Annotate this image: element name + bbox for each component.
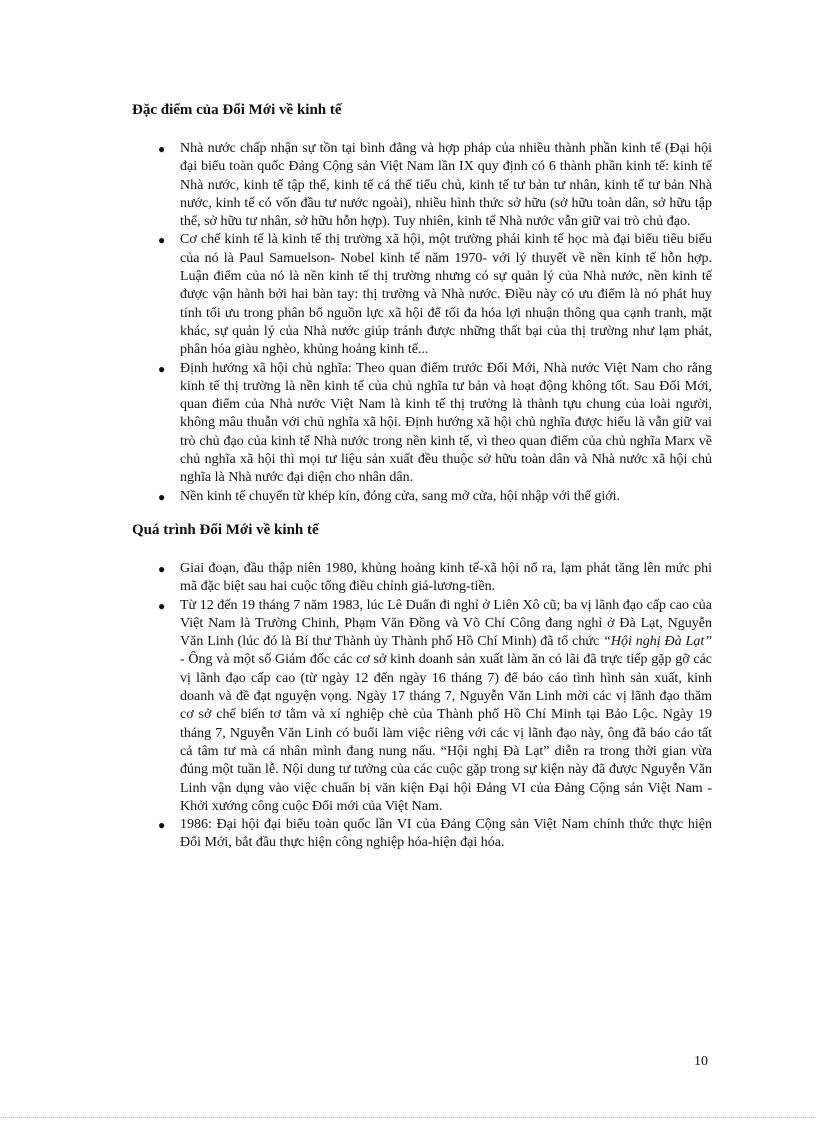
bullet-icon: ● <box>158 233 166 248</box>
list-item: ● Cơ chế kinh tế là kinh tế thị trường xã hội, một trường phái kinh tế học mà đại biểu tiêu biểu của nó là Paul Samuelson- Nobel kinh tế năm 1970- với lý thuyết về nền kinh tế hỗn hợp. Luận điểm của nó là nền kinh tế thị trường nhưng có sự quản lý của Nhà nước, nền kinh tế được vận hành bởi hai bàn tay: thị trường và Nhà nước. Điều này có ưu điểm là nó phát huy tính tối ưu trong phân bổ nguồn lực xã hội để tối đa hóa lợi nhuận thông qua cạnh tranh, mặt khác, sự quản lý của Nhà nước giúp tránh được những thất bại của thị trường như lạm phát, phân hóa giàu nghèo, khủng hoảng kinh tế... <box>158 232 712 358</box>
bullet-icon: ● <box>158 142 166 156</box>
process-list <box>132 560 712 853</box>
bullet-icon: ● <box>158 489 166 504</box>
section-heading-characteristics: Đặc điểm của Đổi Mới về kinh tế <box>132 102 342 118</box>
bullet-icon: ● <box>158 561 166 576</box>
list-item: ● Giai đoạn, đầu thập niên 1980, khủng hoảng kinh tế-xã hội nổ ra, lạm phát tăng lên mức phi mã đặc biệt sau hai cuộc tổng điều chỉnh giá-lương-tiền. <box>158 560 712 595</box>
section-heading-process: Quá trình Đổi Mới về kinh tế <box>132 521 319 538</box>
emphasis-dalat-conference: “Hội nghị Đà Lạt” <box>603 634 712 650</box>
list-item: ● Nhà nước chấp nhận sự tồn tại bình đẳng và hợp pháp của nhiều thành phần kinh tế (Đại hội đại biểu toàn quốc Đảng Cộng sản Việt Nam lần IX quy định có 6 thành phần kinh tế: kinh tế Nhà nước, kinh tế tập thể, kinh tế cá thể tiểu chủ, kinh tế tư bản tư nhân, kinh tế tư bản Nhà nước, kinh tế có vốn đầu tư nước ngoài), nhiều hình thức sở hữu (sở hữu toàn dân, sở hữu tập thể, sở hữu tư nhân, sở hữu hỗn hợp). Tuy nhiên, kinh tế Nhà nước vẫn giữ vai trò chủ đạo. <box>158 141 712 230</box>
bullet-icon: ● <box>158 361 166 376</box>
list-item: ● Từ 12 đến 19 tháng 7 năm 1983, lúc Lê Duẩn đi nghỉ ở Liên Xô cũ; ba vị lãnh đạo cấp cao của Việt Nam là Trường Chinh, Phạm Văn Đồng và Võ Chí Công đang nghỉ ở Đà Lạt, Nguyễn Văn Linh (lúc đó là Bí thư Thành ủy Thành phố Hồ Chí Minh) đã tổ chức “Hội nghị Đà Lạt” - Ông và một số Giám đốc các cơ sở kinh doanh sản xuất làm ăn có lãi đã trực tiếp gặp gỡ các vị lãnh đạo cấp cao (từ ngày 12 đến ngày 16 tháng 7) để báo cáo tình hình sản xuất, kinh doanh và đề đạt nguyện vọng. Ngày 17 tháng 7, Nguyễn Văn Linh mời các vị lãnh đạo thăm cơ sở chế biến tơ tằm và xí nghiệp chè của Thành phố Hồ Chí Minh tại Bảo Lộc. Ngày 19 tháng 7, Nguyễn Văn Linh có buổi làm việc riêng với các vị lãnh đạo này, ông đã báo cáo tất cả tâm tư mà cá nhân mình đang nung nấu. “Hội nghị Đà Lạt” diễn ra trong thời gian vừa đúng một tuần lễ. Nội dung tư tưởng của các cuộc gặp trong sự kiện này đã được Nguyễn Văn Linh vận dụng vào việc chuẩn bị văn kiện Đại hội Đảng VI của Đảng Cộng sản Việt Nam - Khởi xướng công cuộc Đổi mới của Việt Nam. <box>158 597 712 814</box>
bullet-icon: ● <box>158 598 166 613</box>
list-item: ● Định hướng xã hội chủ nghĩa: Theo quan điểm trước Đổi Mới, Nhà nước Việt Nam cho rằng kinh tế thị trường là nền kinh tế của chủ nghĩa tư bản và hoạt động không tốt. Sau Đổi Mới, quan điểm của Nhà nước Việt Nam là kinh tế thị trường là thành tựu chung của loài người, không mâu thuẫn với chủ nghĩa xã hội. Định hướng xã hội chủ nghĩa được hiểu là vẫn giữ vai trò chủ đạo của kinh tế Nhà nước trong nền kinh tế, vì theo quan điểm của chủ nghĩa Marx về chủ nghĩa xã hội thì mọi tư liệu sản xuất đều thuộc sở hữu toàn dân và Nhà nước xã hội chủ nghĩa là Nhà nước đại diện cho nhân dân. <box>158 360 712 486</box>
characteristics-list <box>132 140 712 506</box>
page-number: 10 <box>694 1054 708 1069</box>
list-item: ● Nền kinh tế chuyển từ khép kín, đóng cửa, sang mở cửa, hội nhập với thế giới. <box>180 488 712 506</box>
list-item: ● 1986: Đại hội đại biểu toàn quốc lần VI của Đảng Cộng sản Việt Nam chính thức thực hiện Đổi Mới, bắt đầu thực hiện công nghiệp hóa-hiện đại hóa. <box>158 817 712 851</box>
bullet-icon: ● <box>158 818 166 833</box>
page-content <box>132 100 712 853</box>
page-bottom-border <box>0 1117 816 1118</box>
